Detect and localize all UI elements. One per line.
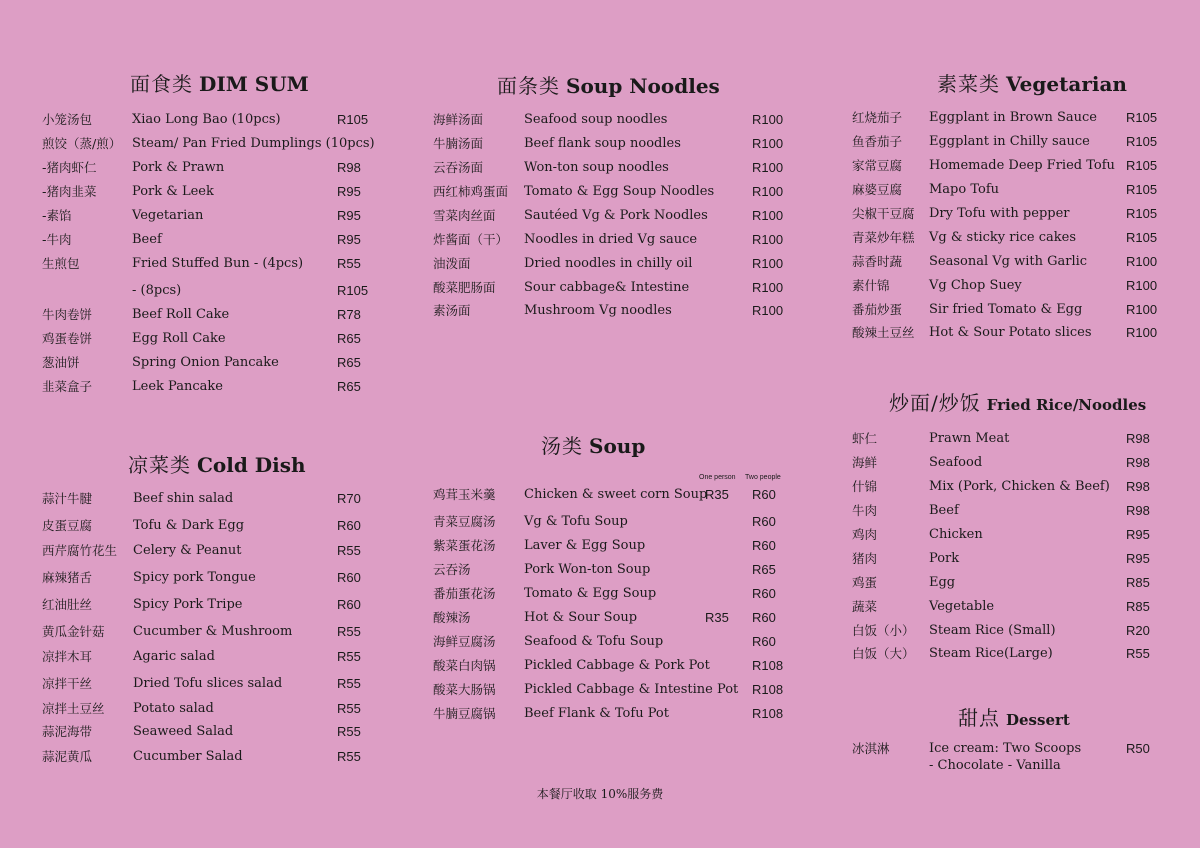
item-chinese-name: 白饭（大） bbox=[852, 646, 915, 661]
item-chinese-name: 生煎包 bbox=[42, 256, 80, 271]
item-chinese-name: 鸡茸玉米羹 bbox=[433, 487, 496, 502]
item-english-name: Sour cabbage& Intestine bbox=[524, 280, 690, 295]
item-price: R60 bbox=[752, 487, 776, 502]
item-english-name: Beef Roll Cake bbox=[132, 307, 230, 322]
item-chinese-name: 猪肉 bbox=[852, 551, 878, 566]
item-chinese-name: 麻辣猪舌 bbox=[42, 570, 93, 585]
soup-title-cn: 汤类 bbox=[541, 434, 583, 458]
item-english-name: Chicken bbox=[929, 527, 983, 542]
item-english-name: Prawn Meat bbox=[929, 431, 1010, 446]
item-english-name: Egg bbox=[929, 575, 956, 590]
item-chinese-name: 小笼汤包 bbox=[42, 112, 93, 127]
item-price: R60 bbox=[752, 514, 776, 529]
item-price: R100 bbox=[752, 184, 784, 199]
item-english-name: Vg Chop Suey bbox=[929, 278, 1022, 293]
dimsum-title-en: DIM SUM bbox=[199, 72, 309, 96]
item-price: R95 bbox=[337, 184, 361, 199]
item-english-name: Beef bbox=[929, 503, 959, 518]
item-chinese-name: 鸡蛋 bbox=[852, 575, 878, 590]
item-price: R78 bbox=[337, 307, 361, 322]
item-chinese-name: 牛肉 bbox=[852, 503, 878, 518]
item-english-name: Beef flank soup noodles bbox=[524, 136, 681, 151]
cold-title-cn: 凉菜类 bbox=[128, 453, 191, 477]
item-price: R65 bbox=[752, 562, 776, 577]
item-price: R100 bbox=[752, 208, 784, 223]
soup-title-en: Soup bbox=[589, 434, 646, 458]
item-price: R105 bbox=[1126, 230, 1158, 245]
item-price: R55 bbox=[337, 676, 361, 691]
item-english-name: Tomato & Egg Soup bbox=[524, 586, 657, 601]
item-chinese-name: 云吞汤 bbox=[433, 562, 471, 577]
item-chinese-name: 白饭（小） bbox=[852, 623, 915, 638]
item-chinese-name: 尖椒干豆腐 bbox=[852, 206, 915, 221]
item-chinese-name: 蒜泥海带 bbox=[42, 724, 93, 739]
item-price: R100 bbox=[752, 232, 784, 247]
item-english-name: Cucumber Salad bbox=[133, 749, 243, 764]
item-price: R95 bbox=[1126, 551, 1150, 566]
item-chinese-name: 鱼香茄子 bbox=[852, 134, 903, 149]
item-chinese-name: 海鲜豆腐汤 bbox=[433, 634, 496, 649]
item-chinese-name: 番茄蛋花汤 bbox=[433, 586, 496, 601]
item-english-name: Tofu & Dark Egg bbox=[133, 518, 245, 533]
service-charge-note: 本餐厅收取 10%服务费 bbox=[536, 787, 664, 801]
item-price: R55 bbox=[337, 624, 361, 639]
fried-title bbox=[889, 387, 1146, 416]
item-chinese-name: 鸡肉 bbox=[852, 527, 878, 542]
item-english-name: Tomato & Egg Soup Noodles bbox=[524, 184, 715, 199]
item-chinese-name: 冰淇淋 bbox=[852, 741, 890, 756]
item-chinese-name: 黄瓜金针菇 bbox=[42, 624, 105, 639]
item-chinese-name: 皮蛋豆腐 bbox=[42, 518, 93, 533]
item-chinese-name: 炸酱面（干） bbox=[433, 232, 509, 247]
item-english-name: Seafood bbox=[929, 455, 983, 470]
item-english-name: Mushroom Vg noodles bbox=[524, 303, 672, 318]
item-english-name: Beef Flank & Tofu Pot bbox=[524, 706, 669, 721]
item-price: R108 bbox=[752, 658, 784, 673]
item-price: R100 bbox=[752, 303, 784, 318]
item-english-name: Homemade Deep Fried Tofu bbox=[929, 158, 1115, 173]
item-english-name: Mapo Tofu bbox=[929, 182, 1000, 197]
item-price: R65 bbox=[337, 331, 361, 346]
item-price: R108 bbox=[752, 706, 784, 721]
item-english-name: Seafood soup noodles bbox=[524, 112, 668, 127]
item-chinese-name: -猪肉虾仁 bbox=[42, 160, 97, 175]
item-english-name: Seafood & Tofu Soup bbox=[524, 634, 664, 649]
item-chinese-name: 麻婆豆腐 bbox=[852, 182, 903, 197]
item-english-name: Xiao Long Bao (10pcs) bbox=[132, 112, 281, 127]
item-price: R100 bbox=[752, 160, 784, 175]
item-price: R98 bbox=[337, 160, 361, 175]
item-english-name: Won-ton soup noodles bbox=[524, 160, 669, 175]
item-english-name: Sir fried Tomato & Egg bbox=[929, 302, 1083, 317]
item-chinese-name: 韭菜盒子 bbox=[42, 379, 93, 394]
item-chinese-name: 云吞汤面 bbox=[433, 160, 484, 175]
item-price: R98 bbox=[1126, 431, 1150, 446]
item-price: R100 bbox=[1126, 254, 1158, 269]
soup-title bbox=[541, 430, 645, 459]
item-english-name: Laver & Egg Soup bbox=[524, 538, 646, 553]
fried-title-cn: 炒面/炒饭 bbox=[889, 391, 981, 415]
item-price: R108 bbox=[752, 682, 784, 697]
noodles-title-en: Soup Noodles bbox=[566, 74, 720, 98]
item-chinese-name: 素汤面 bbox=[433, 303, 471, 318]
item-english-name: Dry Tofu with pepper bbox=[929, 206, 1070, 221]
item-price: R95 bbox=[337, 232, 361, 247]
item-chinese-name: 青菜炒年糕 bbox=[852, 230, 915, 245]
item-chinese-name: 凉拌干丝 bbox=[42, 676, 93, 691]
item-price: R85 bbox=[1126, 575, 1150, 590]
item-price: R55 bbox=[337, 649, 361, 664]
item-chinese-name: 蔬菜 bbox=[852, 599, 878, 614]
item-price: R55 bbox=[337, 543, 361, 558]
noodles-title-cn: 面条类 bbox=[497, 74, 560, 98]
item-price: R100 bbox=[752, 112, 784, 127]
item-chinese-name: 海鲜 bbox=[852, 455, 878, 470]
item-price: R100 bbox=[752, 136, 784, 151]
veg-title-en: Vegetarian bbox=[1006, 72, 1127, 96]
item-price: R60 bbox=[337, 570, 361, 585]
item-chinese-name: 酸辣土豆丝 bbox=[852, 325, 915, 340]
item-price: R105 bbox=[337, 283, 369, 298]
item-english-name: Vegetarian bbox=[132, 208, 204, 223]
item-english-name: Cucumber & Mushroom bbox=[133, 624, 293, 639]
item-chinese-name: 凉拌木耳 bbox=[42, 649, 93, 664]
veg-title-cn: 素菜类 bbox=[937, 72, 1000, 96]
item-english-name: Sautéed Vg & Pork Noodles bbox=[524, 208, 708, 223]
item-chinese-name: 虾仁 bbox=[852, 431, 878, 446]
item-price: R55 bbox=[1126, 646, 1150, 661]
soup-header-one-person: One person bbox=[699, 474, 736, 481]
item-english-name: Fried Stuffed Bun - (4pcs) bbox=[132, 256, 304, 271]
item-price: R60 bbox=[752, 634, 776, 649]
item-english-name: Spring Onion Pancake bbox=[132, 355, 279, 370]
item-chinese-name: 青菜豆腐汤 bbox=[433, 514, 496, 529]
item-english-name: Leek Pancake bbox=[132, 379, 223, 394]
item-chinese-name: 番茄炒蛋 bbox=[852, 302, 903, 317]
item-price: R100 bbox=[1126, 302, 1158, 317]
item-chinese-name: 牛腩豆腐锅 bbox=[433, 706, 496, 721]
fried-title-en: Fried Rice/Noodles bbox=[986, 396, 1147, 414]
item-price: R85 bbox=[1126, 599, 1150, 614]
item-price: R60 bbox=[752, 586, 776, 601]
item-price: R100 bbox=[752, 256, 784, 271]
item-chinese-name: 油泼面 bbox=[433, 256, 471, 271]
item-price-one-person: R35 bbox=[705, 487, 729, 502]
item-price: R100 bbox=[1126, 278, 1158, 293]
dessert-title bbox=[958, 702, 1070, 731]
item-price: R105 bbox=[337, 112, 369, 127]
item-english-name: Dried Tofu slices salad bbox=[133, 676, 283, 691]
item-chinese-name: 牛腩汤面 bbox=[433, 136, 484, 151]
item-english-name: Beef shin salad bbox=[133, 491, 234, 506]
item-price: R98 bbox=[1126, 455, 1150, 470]
item-chinese-name: 鸡蛋卷饼 bbox=[42, 331, 93, 346]
item-english-name: Vegetable bbox=[929, 599, 995, 614]
item-chinese-name: 蒜香时蔬 bbox=[852, 254, 903, 269]
item-english-name: - Chocolate - Vanilla bbox=[929, 758, 1061, 773]
item-chinese-name: 西红柿鸡蛋面 bbox=[433, 184, 509, 199]
item-english-name: Hot & Sour Potato slices bbox=[929, 325, 1092, 340]
item-chinese-name: 什锦 bbox=[852, 479, 878, 494]
item-english-name: Pork & Leek bbox=[132, 184, 214, 199]
item-english-name: Eggplant in Brown Sauce bbox=[929, 110, 1097, 125]
item-price: R95 bbox=[337, 208, 361, 223]
item-chinese-name: 煎饺（蒸/煎） bbox=[42, 136, 122, 151]
dessert-title-en: Dessert bbox=[1006, 711, 1070, 729]
item-english-name: Dried noodles in chilly oil bbox=[524, 256, 693, 271]
item-english-name: Steam Rice(Large) bbox=[929, 646, 1053, 661]
item-price: R60 bbox=[337, 597, 361, 612]
item-english-name: Steam Rice (Small) bbox=[929, 623, 1056, 638]
item-english-name: Seaweed Salad bbox=[133, 724, 234, 739]
item-price: R105 bbox=[1126, 110, 1158, 125]
cold-title bbox=[128, 449, 306, 478]
item-english-name: Noodles in dried Vg sauce bbox=[524, 232, 698, 247]
item-chinese-name: -牛肉 bbox=[42, 232, 72, 247]
item-chinese-name: -素馅 bbox=[42, 208, 72, 223]
item-price-one-person: R35 bbox=[705, 610, 729, 625]
item-price: R70 bbox=[337, 491, 361, 506]
item-price: R105 bbox=[1126, 206, 1158, 221]
item-chinese-name: 酸菜肥肠面 bbox=[433, 280, 496, 295]
item-english-name: Chicken & sweet corn Soup bbox=[524, 487, 708, 502]
item-english-name: Pickled Cabbage & Pork Pot bbox=[524, 658, 710, 673]
item-english-name: Steam/ Pan Fried Dumplings (10pcs) bbox=[132, 136, 375, 151]
item-english-name: Hot & Sour Soup bbox=[524, 610, 638, 625]
item-english-name: Potato salad bbox=[133, 701, 214, 716]
item-english-name: Egg Roll Cake bbox=[132, 331, 226, 346]
item-chinese-name: 素什锦 bbox=[852, 278, 890, 293]
item-english-name: Spicy pork Tongue bbox=[133, 570, 256, 585]
item-chinese-name: 凉拌土豆丝 bbox=[42, 701, 105, 716]
item-chinese-name: 葱油饼 bbox=[42, 355, 80, 370]
item-chinese-name: 蒜泥黄瓜 bbox=[42, 749, 93, 764]
item-price: R65 bbox=[337, 379, 361, 394]
item-english-name: Pickled Cabbage & Intestine Pot bbox=[524, 682, 739, 697]
item-price: R60 bbox=[752, 610, 776, 625]
item-price: R50 bbox=[1126, 741, 1150, 756]
item-english-name: Mix (Pork, Chicken & Beef) bbox=[929, 479, 1110, 494]
item-price: R55 bbox=[337, 749, 361, 764]
item-english-name: Seasonal Vg with Garlic bbox=[929, 254, 1088, 269]
item-english-name: Spicy Pork Tripe bbox=[133, 597, 243, 612]
item-price: R98 bbox=[1126, 503, 1150, 518]
item-chinese-name: 红烧茄子 bbox=[852, 110, 903, 125]
item-chinese-name: 紫菜蛋花汤 bbox=[433, 538, 496, 553]
item-chinese-name: 红油肚丝 bbox=[42, 597, 93, 612]
item-chinese-name: 酸菜白肉锅 bbox=[433, 658, 496, 673]
item-english-name: Pork bbox=[929, 551, 960, 566]
item-price: R105 bbox=[1126, 134, 1158, 149]
item-price: R105 bbox=[1126, 158, 1158, 173]
item-price: R60 bbox=[337, 518, 361, 533]
item-english-name: Pork Won-ton Soup bbox=[524, 562, 651, 577]
item-price: R20 bbox=[1126, 623, 1150, 638]
item-english-name: Ice cream: Two Scoops bbox=[929, 741, 1082, 756]
item-price: R95 bbox=[1126, 527, 1150, 542]
item-english-name: Celery & Peanut bbox=[133, 543, 242, 558]
noodles-title bbox=[497, 70, 720, 99]
item-chinese-name: 酸菜大肠锅 bbox=[433, 682, 496, 697]
item-price: R60 bbox=[752, 538, 776, 553]
item-english-name: Eggplant in Chilly sauce bbox=[929, 134, 1090, 149]
item-chinese-name: 酸辣汤 bbox=[433, 610, 471, 625]
item-english-name: Vg & Tofu Soup bbox=[524, 514, 628, 529]
item-english-name: - (8pcs) bbox=[132, 283, 182, 298]
dimsum-title bbox=[130, 68, 309, 97]
soup-header-two-people: Two people bbox=[745, 474, 781, 481]
item-english-name: Vg & sticky rice cakes bbox=[929, 230, 1076, 245]
item-chinese-name: 西芹腐竹花生 bbox=[42, 543, 118, 558]
item-english-name: Beef bbox=[132, 232, 162, 247]
item-chinese-name: 牛肉卷饼 bbox=[42, 307, 93, 322]
item-price: R100 bbox=[752, 280, 784, 295]
item-price: R105 bbox=[1126, 182, 1158, 197]
item-chinese-name: 蒜汁牛腱 bbox=[42, 491, 93, 506]
item-chinese-name: 海鲜汤面 bbox=[433, 112, 484, 127]
item-price: R55 bbox=[337, 701, 361, 716]
item-english-name: Agaric salad bbox=[133, 649, 215, 664]
item-price: R55 bbox=[337, 724, 361, 739]
dessert-title-cn: 甜点 bbox=[958, 706, 1000, 730]
item-english-name: Pork & Prawn bbox=[132, 160, 225, 175]
cold-title-en: Cold Dish bbox=[197, 453, 306, 477]
item-chinese-name: -猪肉韭菜 bbox=[42, 184, 97, 199]
item-chinese-name: 雪菜肉丝面 bbox=[433, 208, 496, 223]
dimsum-title-cn: 面食类 bbox=[130, 72, 193, 96]
item-price: R100 bbox=[1126, 325, 1158, 340]
item-price: R55 bbox=[337, 256, 361, 271]
veg-title bbox=[937, 68, 1127, 97]
item-price: R98 bbox=[1126, 479, 1150, 494]
item-price: R65 bbox=[337, 355, 361, 370]
item-chinese-name: 家常豆腐 bbox=[852, 158, 903, 173]
